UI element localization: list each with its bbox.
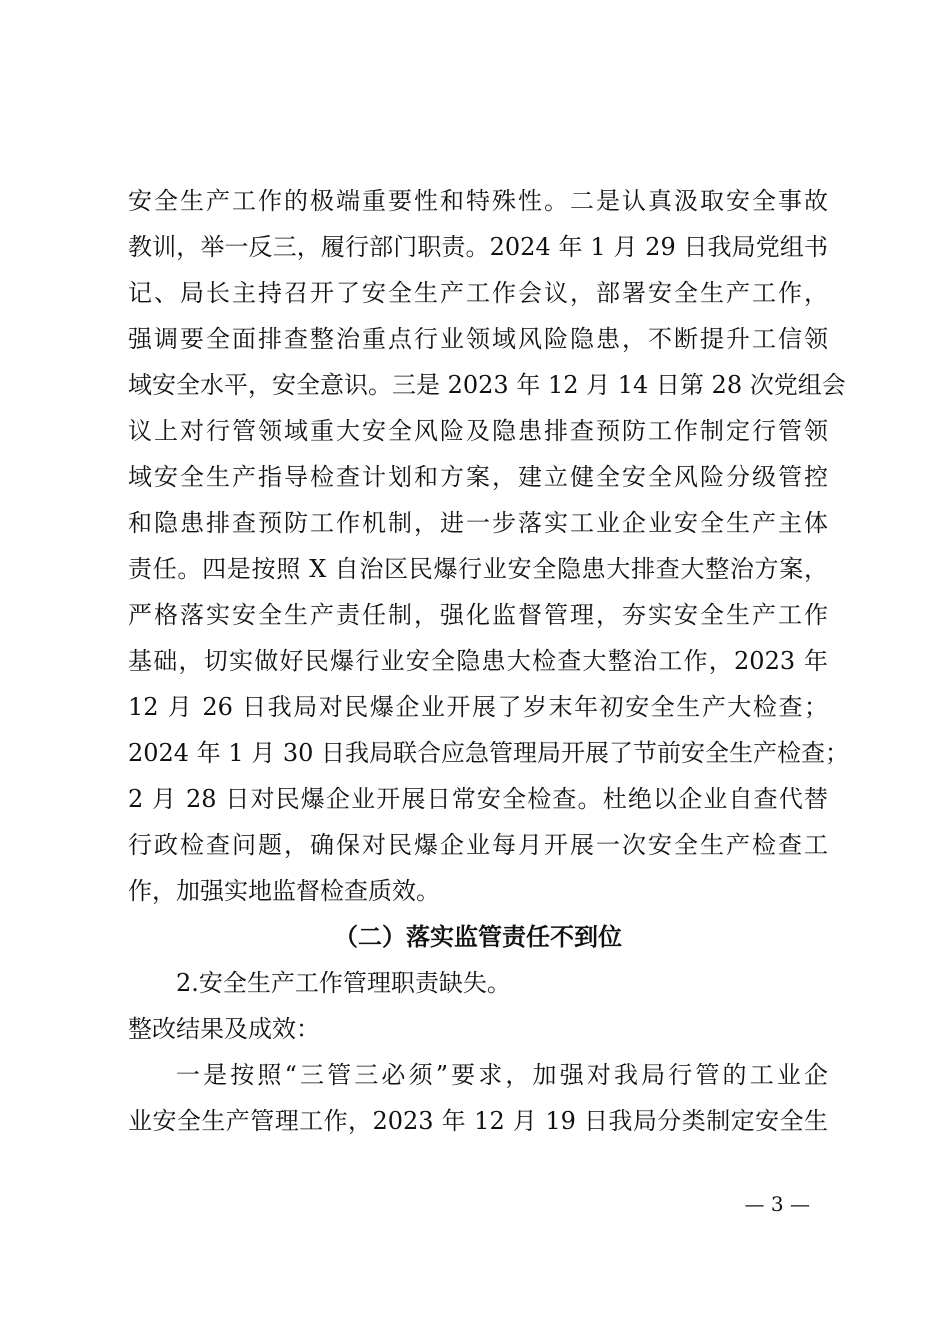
paragraph-line: 行政检查问题，确保对民爆企业每月开展一次安全生产检查工 [128, 831, 828, 859]
section-heading: （二）落实监管责任不到位 [334, 922, 622, 951]
paragraph-line: 记、局长主持召开了安全生产工作会议，部署安全生产工作， [128, 279, 828, 307]
paragraph-line: 2024 年 1 月 30 日我局联合应急管理局开展了节前安全生产检查； [128, 739, 850, 767]
document-body [128, 178, 850, 1144]
paragraph-line: 和隐患排查预防工作机制，进一步落实工业企业安全生产主体 [128, 509, 828, 537]
paragraph-line: 作，加强实地监督检查质效。 [128, 877, 440, 905]
paragraph-line: 12 月 26 日我局对民爆企业开展了岁末年初安全生产大检查； [128, 693, 828, 721]
paragraph-line: 安全生产工作的极端重要性和特殊性。二是认真汲取安全事故 [128, 187, 828, 215]
paragraph-line: 域安全水平，安全意识。三是 2023 年 12 月 14 日第 28 次党组会 [128, 371, 846, 399]
paragraph-line: 2 月 28 日对民爆企业开展日常安全检查。杜绝以企业自查代替 [128, 785, 828, 813]
paragraph-line: 议上对行管领域重大安全风险及隐患排查预防工作制定行管领 [128, 417, 828, 445]
result-label: 整改结果及成效： [128, 1015, 320, 1043]
paragraph-line: 责任。四是按照 X 自治区民爆行业安全隐患大排查大整治方案， [128, 555, 828, 583]
paragraph-line: 基础，切实做好民爆行业安全隐患大检查大整治工作，2023 年 [128, 647, 828, 675]
closing-paragraph-line: 一是按照“三管三必须”要求，加强对我局行管的工业企 [176, 1061, 828, 1089]
paragraph-line: 严格落实安全生产责任制，强化监督管理，夯实安全生产工作 [128, 601, 828, 629]
page-number: — 3 — [744, 1192, 810, 1216]
item-title: 2.安全生产工作管理职责缺失。 [176, 969, 511, 997]
paragraph-line: 教训，举一反三，履行部门职责。2024 年 1 月 29 日我局党组书 [128, 233, 828, 261]
paragraph-line: 强调要全面排查整治重点行业领域风险隐患，不断提升工信领 [128, 325, 828, 353]
closing-paragraph-line: 业安全生产管理工作，2023 年 12 月 19 日我局分类制定安全生 [128, 1107, 828, 1135]
paragraph-line: 域安全生产指导检查计划和方案，建立健全安全风险分级管控 [128, 463, 828, 491]
